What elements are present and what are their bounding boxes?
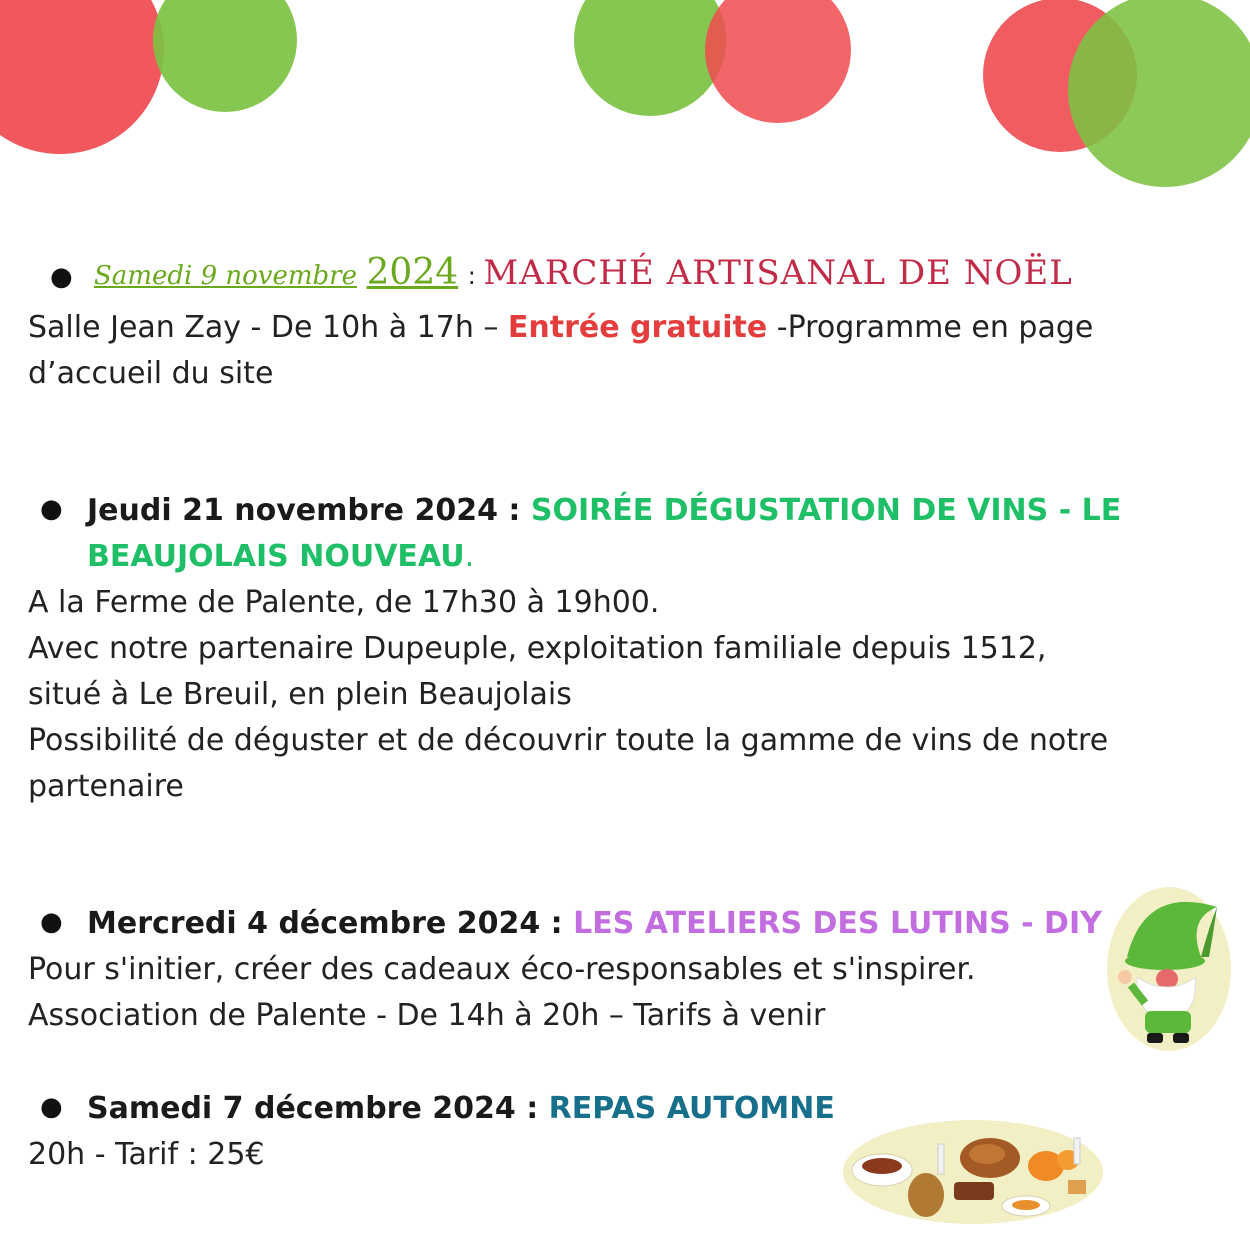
- event2-line-3: situé à Le Breuil, en plein Beaujolais: [28, 677, 572, 712]
- bullet-icon: ●: [40, 494, 63, 524]
- event3-line-1: Pour s'initier, créer des cadeaux éco-responsables et s'inspirer.: [28, 952, 976, 987]
- event1-details-line2: d’accueil du site: [28, 356, 274, 391]
- event2-line-1: A la Ferme de Palente, de 17h30 à 19h00.: [28, 585, 660, 620]
- green-circle: [574, 0, 726, 116]
- green-circle: [153, 0, 297, 112]
- bullet-icon: ●: [40, 907, 63, 937]
- autumn-meal-illustration: [842, 1120, 1104, 1225]
- red-circle: [705, 0, 851, 123]
- event1-date: Samedi 9 novembre: [94, 261, 357, 291]
- event1-free-entry: Entrée gratuite: [507, 310, 768, 345]
- green-circle: [1068, 0, 1250, 187]
- event1-title: MARCHÉ ARTISANAL DE NOËL: [483, 253, 1073, 293]
- event4-heading: [87, 1086, 835, 1132]
- event4-date: Samedi 7 décembre 2024 :: [87, 1091, 549, 1126]
- event1-separator: :: [467, 262, 484, 290]
- event1-heading: [94, 250, 1073, 299]
- event3-line-2: Association de Palente - De 14h à 20h – Tarifs à venir: [28, 998, 826, 1033]
- event4-title: REPAS AUTOMNE: [548, 1091, 835, 1126]
- event2-title-dot: .: [464, 539, 475, 574]
- event2-heading: [87, 488, 1121, 534]
- event2-line-5: partenaire: [28, 769, 184, 804]
- event1-year: 2024: [366, 252, 459, 293]
- event1-program: -Programme en page: [767, 310, 1094, 345]
- event3-date: Mercredi 4 décembre 2024 :: [87, 906, 574, 941]
- gnome-illustration: [1105, 885, 1233, 1053]
- decorative-circles: [0, 0, 1250, 200]
- event3-heading: [87, 901, 1102, 947]
- event2-line-2: Avec notre partenaire Dupeuple, exploitation familiale depuis 1512,: [28, 631, 1047, 666]
- event2-line-4: Possibilité de déguster et de découvrir toute la gamme de vins de notre: [28, 723, 1109, 758]
- bullet-icon: ●: [50, 262, 73, 292]
- event1-location: Salle Jean Zay - De 10h à 17h –: [28, 310, 508, 345]
- event2-title-line1: SOIRÉE DÉGUSTATION DE VINS - LE: [530, 493, 1122, 528]
- event4-details: 20h - Tarif : 25€: [28, 1137, 265, 1172]
- event3-title: LES ATELIERS DES LUTINS - DIY: [573, 906, 1102, 941]
- event2-heading-line2: [87, 534, 474, 580]
- event2-title-line2: BEAUJOLAIS NOUVEAU: [87, 539, 465, 574]
- red-circle: [0, 0, 164, 154]
- bullet-icon: ●: [40, 1092, 63, 1122]
- event1-details: [28, 305, 1093, 351]
- event2-date: Jeudi 21 novembre 2024 :: [87, 493, 531, 528]
